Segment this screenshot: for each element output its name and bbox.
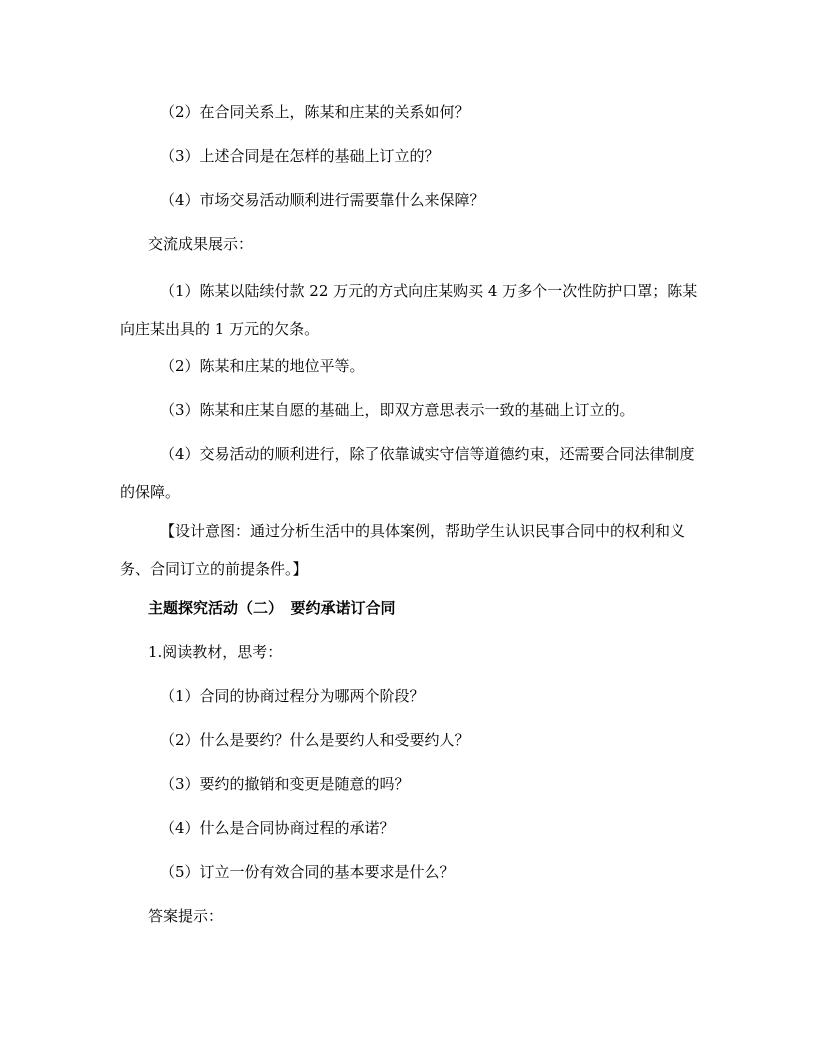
activity-title: 主题探究活动（二） 要约承诺订合同	[148, 599, 396, 617]
read-prompt: 1.阅读教材，思考：	[148, 643, 283, 661]
design-intent: 【设计意图：通过分析生活中的具体案例，帮助学生认识民事合同中的权利和义务、合同订立的前提条件。】	[120, 522, 686, 578]
exchange-heading: 交流成果展示：	[148, 235, 254, 253]
question-4: （4）市场交易活动顺利进行需要靠什么来保障？	[160, 191, 485, 209]
question-2: （2）在合同关系上，陈某和庄某的关系如何？	[160, 103, 470, 121]
answer-hint: 答案提示：	[148, 907, 224, 925]
read-question-1: （1）合同的协商过程分为哪两个阶段？	[160, 687, 425, 705]
answer-3: （3）陈某和庄某自愿的基础上，即双方意思表示一致的基础上订立的。	[160, 401, 635, 419]
read-question-5: （5）订立一份有效合同的基本要求是什么？	[160, 863, 455, 881]
answer-4: （4）交易活动的顺利进行，除了依靠诚实守信等道德约束，还需要合同法律制度的保障。	[120, 445, 695, 501]
read-question-2: （2）什么是要约？什么是要约人和受要约人？	[160, 731, 470, 749]
question-3: （3）上述合同是在怎样的基础上订立的？	[160, 147, 440, 165]
answer-2: （2）陈某和庄某的地位平等。	[160, 357, 365, 375]
read-question-4: （4）什么是合同协商过程的承诺？	[160, 819, 395, 837]
answer-1: （1）陈某以陆续付款 22 万元的方式向庄某购买 4 万多个一次性防护口罩；陈某向庄某出具的 1 万元的欠条。	[120, 282, 698, 338]
read-question-3: （3）要约的撤销和变更是随意的吗？	[160, 775, 410, 793]
